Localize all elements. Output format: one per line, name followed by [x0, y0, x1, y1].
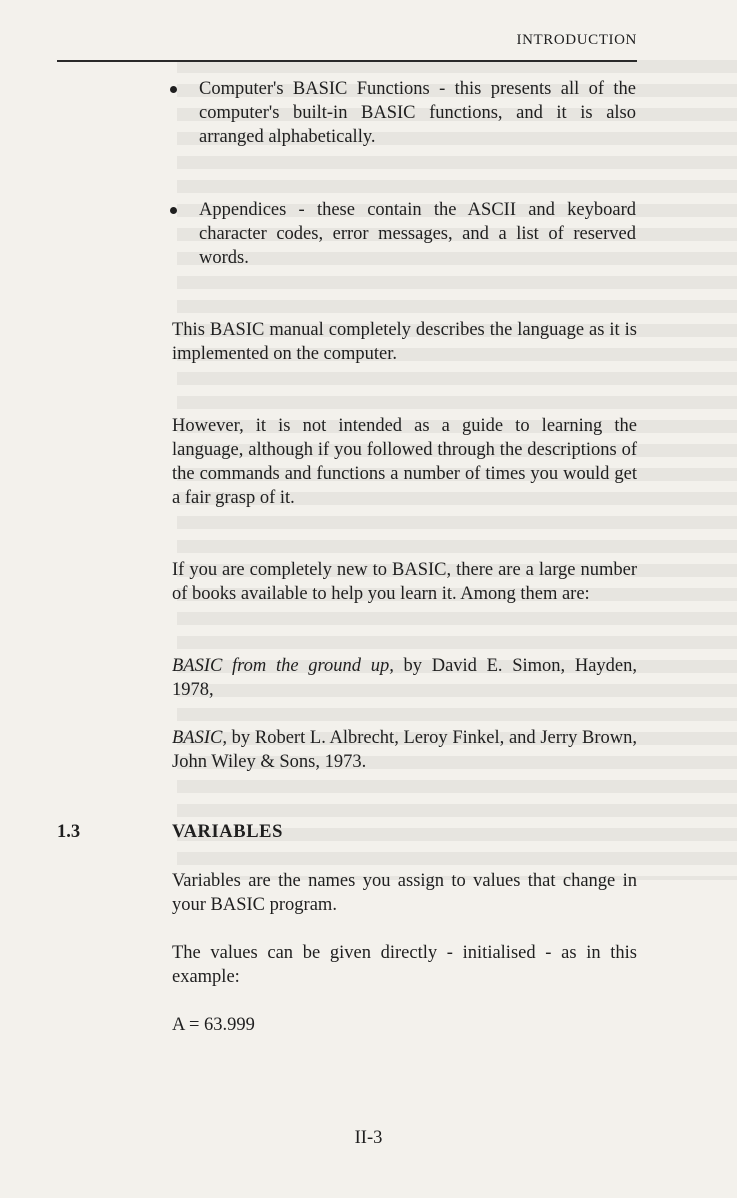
section-title: VARIABLES — [172, 822, 283, 842]
book-details: by David E. Simon, Hayden, 1978, — [172, 656, 637, 700]
paragraph-guide: However, it is not intended as a guide to learning the language, although if you followed through the descriptions of the commands and functions a number of times you would get a fair grasp of it. — [172, 416, 637, 508]
book-reference — [172, 654, 637, 702]
paragraph-manual: This BASIC manual completely describes the language as it is implemented on the computer. — [172, 320, 637, 364]
paragraph-new-to-basic: If you are completely new to BASIC, there are a large number of books available to help you learn it. Among them are: — [172, 560, 637, 604]
running-header: INTRODUCTION — [516, 32, 637, 48]
section-number: 1.3 — [57, 822, 81, 842]
header-rule — [57, 60, 637, 62]
paragraph-variables: Variables are the names you assign to values that change in your BASIC program. — [172, 871, 637, 915]
bullet-icon — [170, 207, 177, 214]
book-title: BASIC, — [172, 728, 227, 748]
bullet-text: Appendices - these contain the ASCII and keyboard character codes, error messages, and a list of reserved words. — [199, 200, 636, 268]
paragraph-values: The values can be given directly - initialised - as in this example: — [172, 943, 637, 987]
page-number: II-3 — [354, 1128, 383, 1148]
list-item — [170, 198, 636, 270]
code-example: A = 63.999 — [172, 1015, 255, 1035]
bullet-text: Computer's BASIC Functions - this presents all of the computer's built-in BASIC functions, and it is also arranged alphabetically. — [199, 79, 636, 147]
book-title: BASIC from the ground up, — [172, 656, 394, 676]
book-details: by Robert L. Albrecht, Leroy Finkel, and Jerry Brown, John Wiley & Sons, 1973. — [172, 728, 637, 772]
book-reference — [172, 726, 637, 774]
list-item — [170, 77, 636, 149]
bullet-icon — [170, 86, 177, 93]
